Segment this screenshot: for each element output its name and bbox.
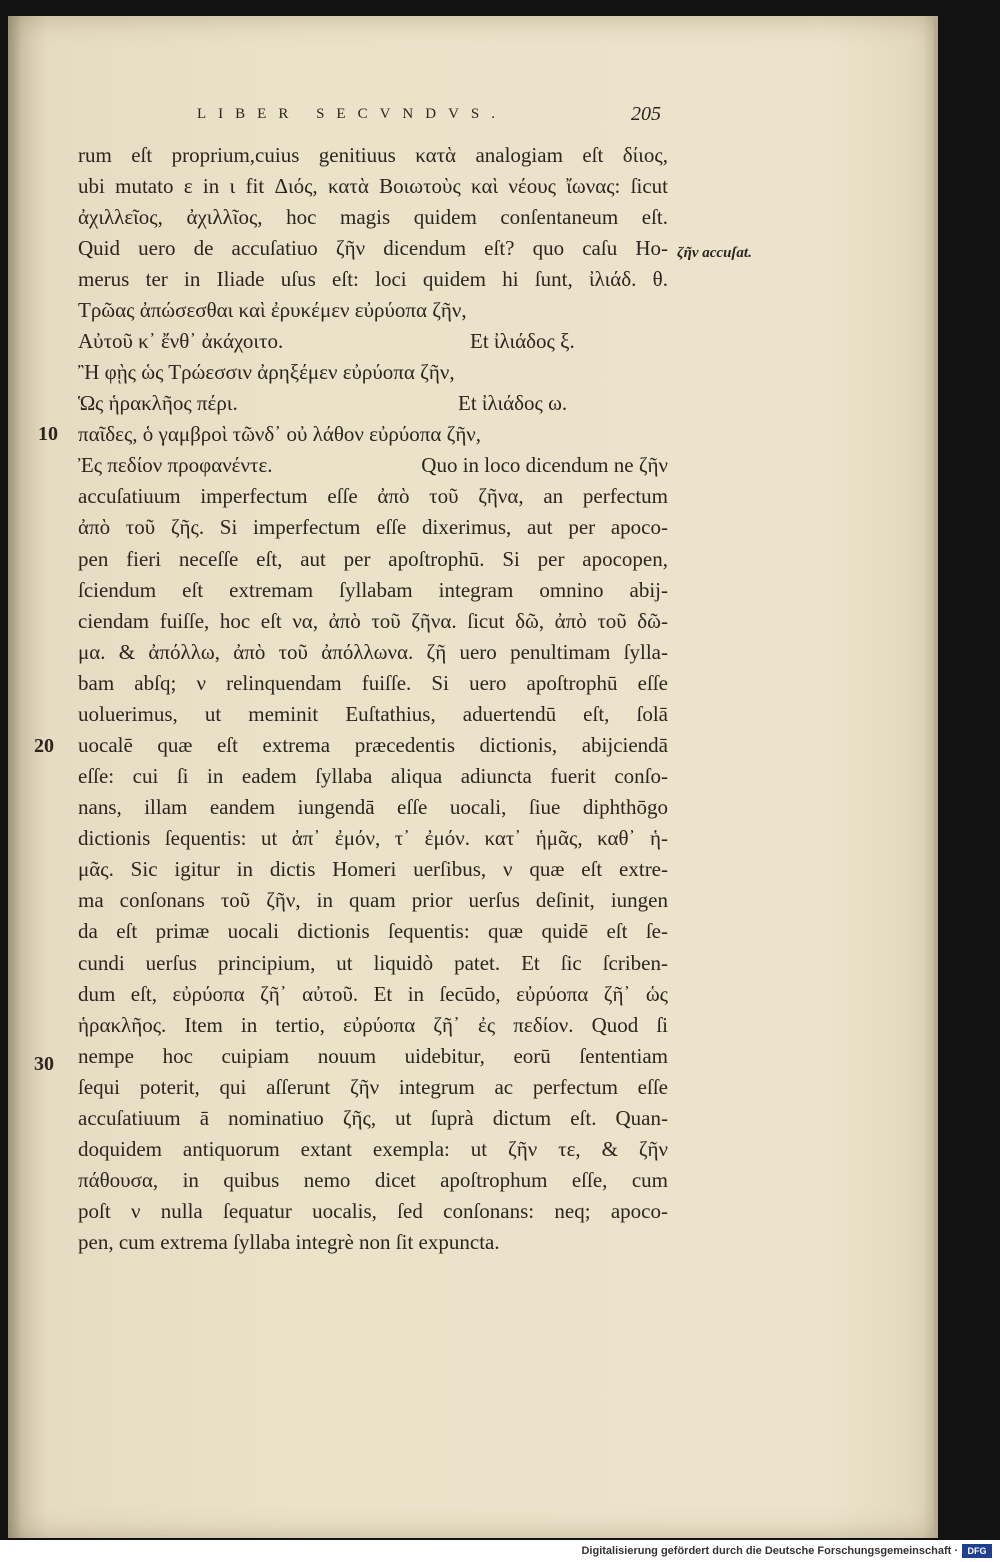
verse-reference: Et ἰλιάδος ω. [458,391,568,416]
text-line: cundi uerſus principium, ut liquidò patet. Et ſic ſcriben- [78,950,668,975]
text-line-last: pen, cum extrema ſyllaba integrè non ſit expuncta. [78,1230,500,1255]
dfg-logo[interactable]: DFG [962,1544,992,1558]
line-number: 10 [38,423,58,445]
verse-line: Ἢ φῂς ὡς Τρώεσσιν ἀρηξέμεν εὐρύοπα ζῆν, [78,360,455,385]
text-line: ma conſonans τοῦ ζῆν, in quam prior uerſus deſinit, iungen [78,888,668,913]
text-line: ἡρακλῆος. Item in tertio, εὐρύοπα ζῆ᾽ ἐς πεδίον. Quod ſi [78,1012,668,1037]
line-number: 30 [34,1053,54,1075]
text-line: uocalē quæ eſt extrema præcedentis dictionis, abijciendā [78,732,668,757]
text-line: uoluerimus, ut meminit Euſtathius, aduertendū eſt, ſolā [78,701,668,726]
verse-line: Τρῶας ἀπώσεσθαι καὶ ἐρυκέμεν εὐρύοπα ζῆν, [78,297,467,322]
text-line: dictionis ſequentis: ut ἀπ᾽ ἐμόν, τ᾽ ἐμόν. κατ᾽ ἡμᾶς, καθ᾽ ἡ- [78,826,668,851]
text-line: rum eſt proprium,cuius genitiuus κατὰ analogiam eſt δίιος, [78,142,668,167]
margin-note: ζῆν accuſat. [677,245,752,261]
text-line: pen fieri neceſſe eſt, aut per apoſtrophū. Si per apocopen, [78,546,668,571]
text-line: ἀπὸ τοῦ ζῆς. Si imperfectum eſſe dixerimus, aut per apoco- [78,515,668,540]
text-line: da eſt primæ uocali dictionis ſequentis: quæ quidē eſt ſe- [78,919,668,944]
page-edge [934,16,938,1538]
text-line: eſſe: cui ſi in eadem ſyllaba aliqua adiuncta fuerit conſo- [78,764,668,789]
text-line: μα. & ἀπόλλω, ἀπὸ τοῦ ἀπόλλωνα. ζῆ uero penultimam ſylla- [78,639,668,664]
text-line: ſciendum eſt extremam ſyllabam integram omnino abij- [78,577,668,602]
text-line: accuſatiuum imperfectum eſſe ἀπὸ τοῦ ζῆνα, an perfectum [78,484,668,509]
text-line: πάθουσα, in quibus nemo dicet apoſtrophum eſſe, cum [78,1168,668,1193]
funding-credit: Digitalisierung gefördert durch die Deutsche Forschungsgemeinschaft · [581,1545,958,1557]
text-block [78,140,668,1259]
text-line: ſequi poterit, qui aſſerunt ζῆν integrum ac perfectum eſſe [78,1074,668,1099]
text-line: doquidem antiquorum extant exempla: ut ζῆν τε, & ζῆν [78,1137,668,1161]
text-line: μᾶς. Sic igitur in dictis Homeri uerſibus, ν quæ eſt extre- [78,857,668,882]
digitization-footer [0,1540,1000,1562]
page-number: 205 [631,103,661,125]
running-title: LIBER SECVNDVS. [197,106,508,122]
verse-text: Ἐς πεδίον προφανέντε. [78,453,273,478]
verse-text: Ὡς ἡρακλῆος πέρι. [78,391,238,416]
text-line: dum eſt, εὐρύοπα ζῆ᾽ αὐτοῦ. Et in ſecūdo, εὐρύοπα ζῆ᾽ ὡς [78,981,668,1006]
text-line: accuſatiuum ā nominatiuo ζῆς, ut ſuprà dictum eſt. Quan- [78,1105,668,1130]
verse-line [78,326,668,357]
text-line: ciendam fuiſſe, hoc eſt να, ἀπὸ τοῦ ζῆνα. ſicut δῶ, ἀπὸ τοῦ δῶ- [78,608,668,633]
text-line-tail: Quo in loco dicendum ne ζῆν [421,453,668,478]
verse-line [78,450,668,481]
text-line: ἀχιλλεῖος, ἀχιλλῖος, hoc magis quidem conſentaneum eſt. [78,204,668,229]
text-line: nempe hoc cuipiam nouum uidebitur, eorū ſententiam [78,1043,668,1068]
line-number: 20 [34,735,54,757]
text-line: Quid uero de accuſatiuo ζῆν dicendum eſt? quo caſu Ho- [78,235,668,260]
text-line: poſt ν nulla ſequatur uocalis, ſed conſonans: neq; apoco- [78,1199,668,1224]
text-line: bam abſq; ν relinquendam fuiſſe. Si uero apoſtrophū eſſe [78,670,668,695]
verse-line: παῖδες, ὁ γαμβροὶ τῶνδ᾽ οὐ λάθον εὐρύοπα ζῆν, [78,422,482,447]
text-line: ubi mutato ε in ι fit Διός, κατὰ Βοιωτοὺς καὶ νέους ἴωνας: ſicut [78,173,668,198]
verse-reference: Et ἰλιάδος ξ. [470,328,575,353]
text-line: merus ter in Iliade uſus eſt: loci quidem hi ſunt, ἰλιάδ. θ. [78,266,668,291]
verse-text: Αὐτοῦ κ᾽ ἔνθ᾽ ἀκάχοιτο. [78,328,284,353]
text-line: nans, illam eandem iungendā eſſe uocali, ſiue diphthōgo [78,795,668,820]
verse-line [78,388,668,419]
